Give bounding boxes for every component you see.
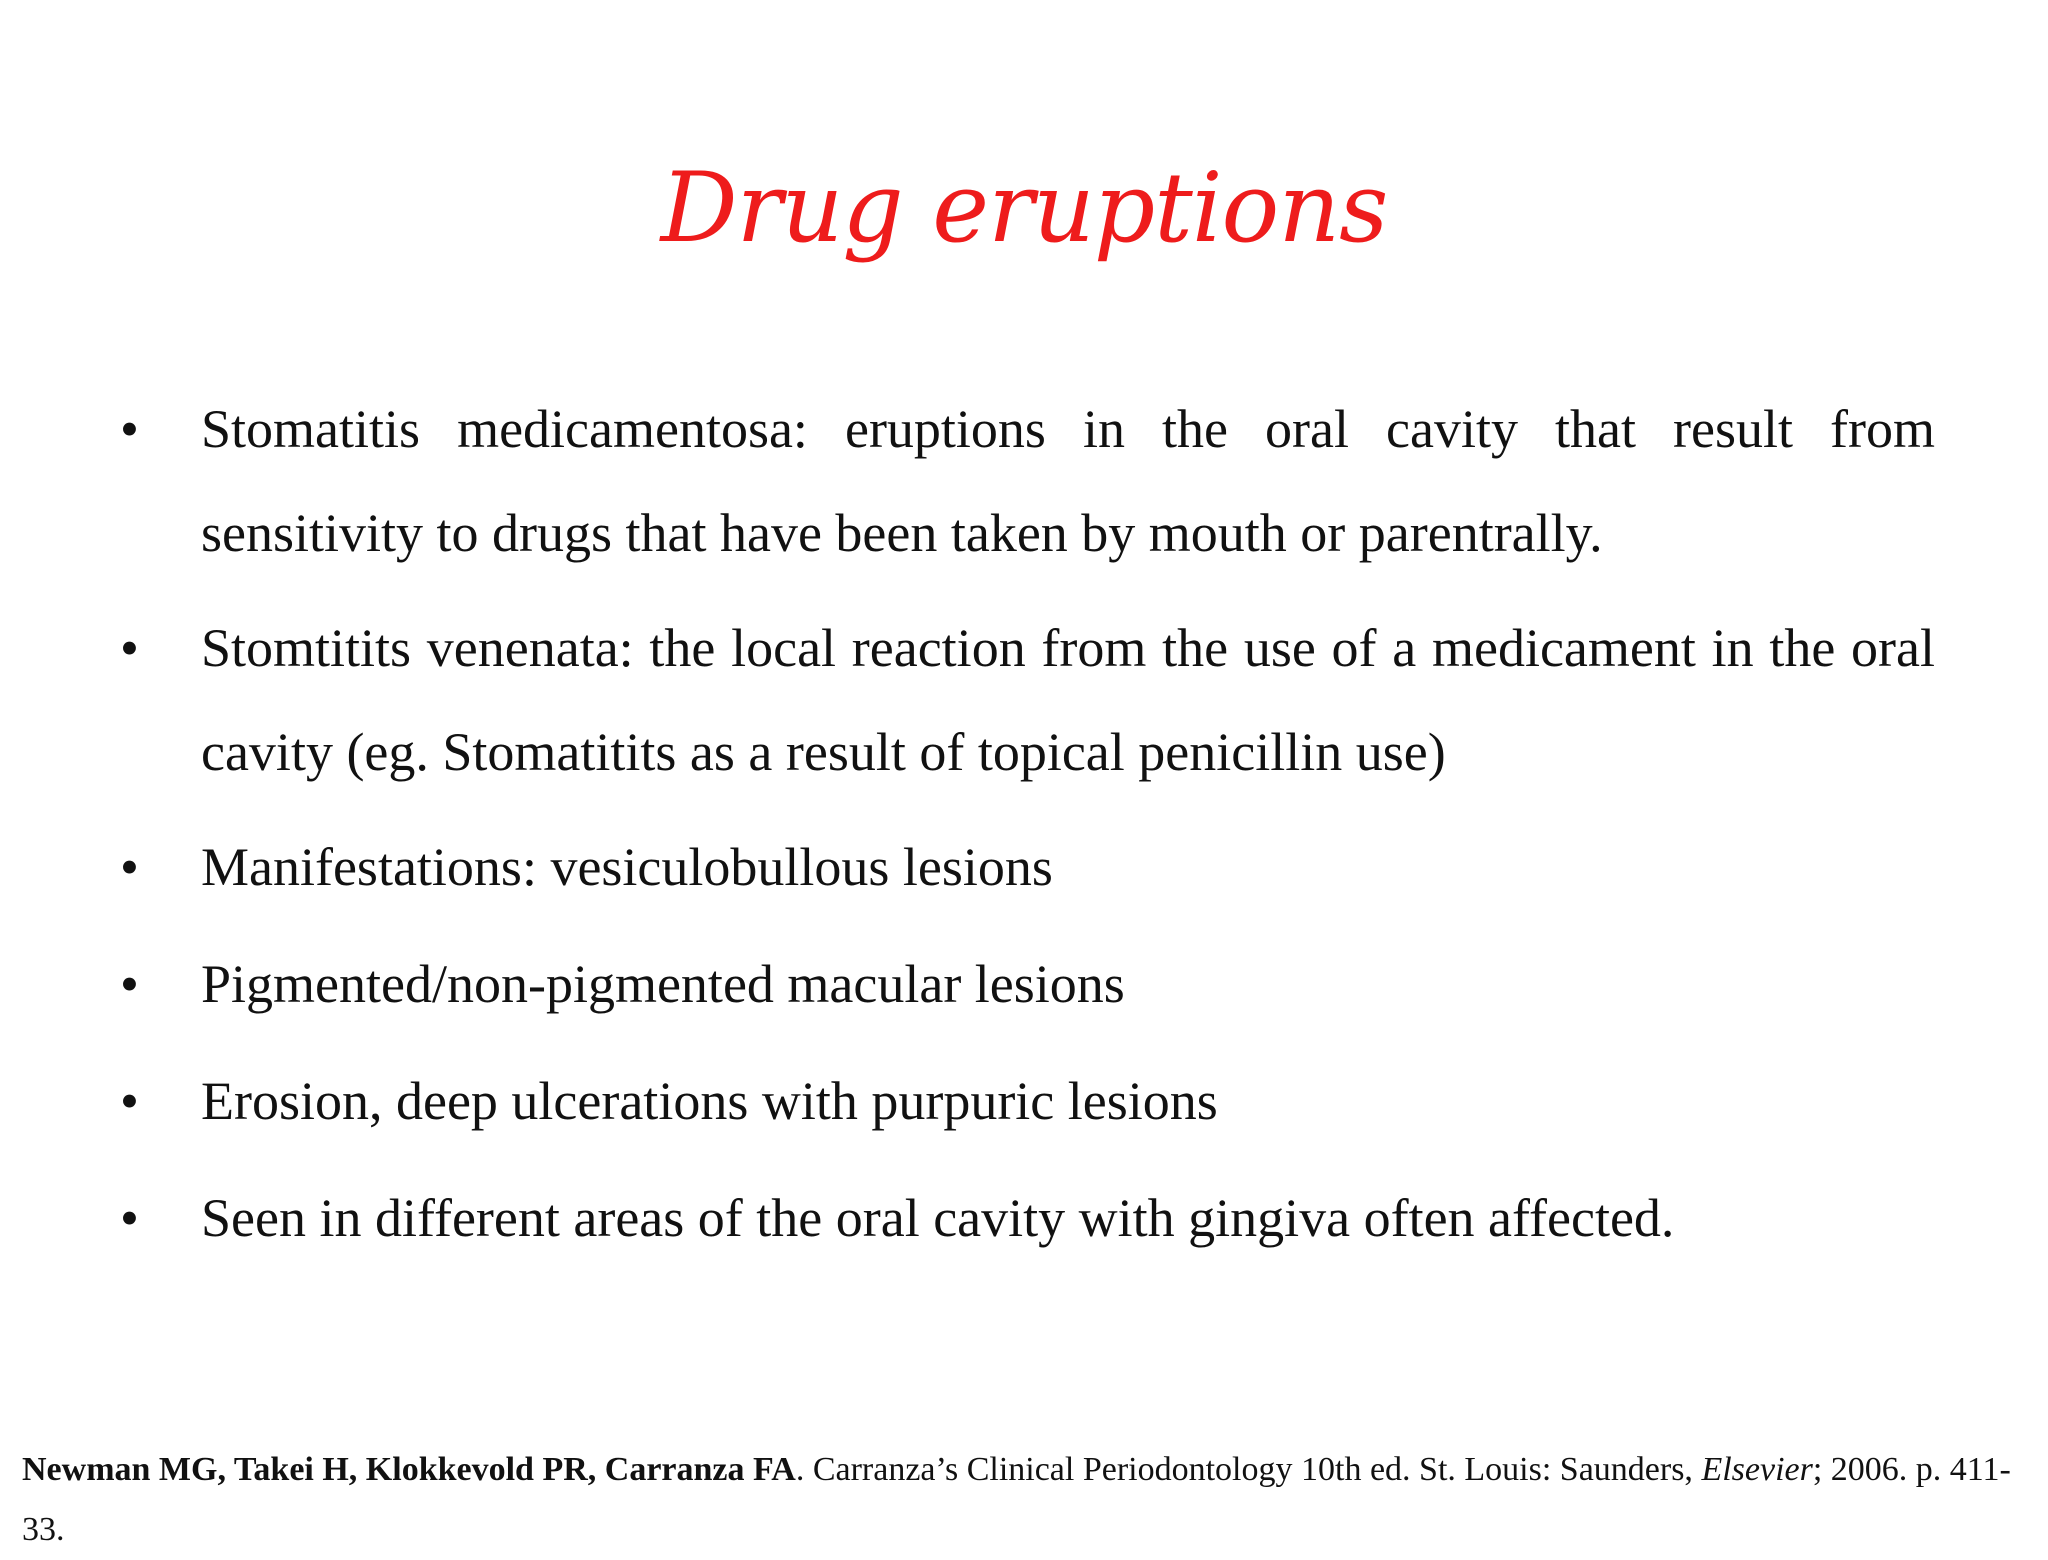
citation-separator: . [795, 1451, 813, 1488]
citation-authors: Newman MG, Takei H, Klokkevold PR, Carranza FA [22, 1451, 796, 1488]
bullet-dot: • [120, 399, 139, 459]
bullet-dot: • [120, 618, 139, 678]
citation-tail: ; 2006. p. 411-33. [22, 1451, 2011, 1548]
bullet-text: Erosion, deep ulcerations with purpuric lesions [201, 1071, 1218, 1131]
bullet-dot: • [120, 954, 139, 1014]
bullet-dot: • [120, 1188, 139, 1248]
bullet-text: Pigmented/non-pigmented macular lesions [201, 954, 1125, 1014]
bullet-dot: • [120, 1071, 139, 1131]
bullet-dot: • [120, 837, 139, 897]
reference-citation [22, 1440, 2032, 1560]
slide-title: Drug eruptions [660, 152, 1388, 264]
bullet-text: Stomatitis medicamentosa: eruptions in the oral cavity that result from sensitivity to drugs that have been taken by mouth or parentrally. [201, 399, 1935, 563]
bullet-text: Seen in different areas of the oral cavity with gingiva often affected. [201, 1188, 1675, 1248]
citation-publisher: Elsevier [1701, 1451, 1813, 1488]
bullet-text: Manifestations: vesiculobullous lesions [201, 837, 1053, 897]
bullet-text: Stomtitits venenata: the local reaction from the use of a medicament in the oral cavity (eg. Stomatitits as a result of topical penicillin use) [201, 618, 1935, 782]
citation-book: Carranza’s Clinical Periodontology 10th ed. St. Louis: Saunders, [812, 1451, 1702, 1488]
